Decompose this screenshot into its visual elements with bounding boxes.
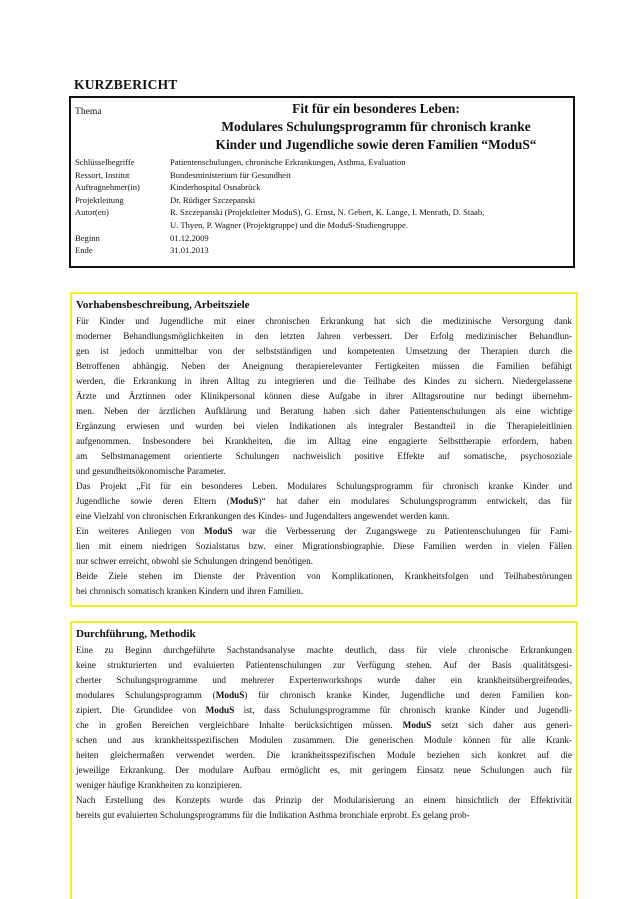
info-row	[75, 232, 569, 245]
info-label: Ende	[75, 245, 93, 256]
text-line: Das Projekt „Fit für ein besonderes Leben. Modulares Schulungsprogramm für chronisch kranke Kinder und	[76, 481, 572, 491]
title-line: Fit für ein besonderes Leben:	[292, 101, 460, 116]
text-line: gen ist jedoch unmittelbar von der selbstständigen und kompetenten Umsetzung der Therapien durch die	[76, 346, 572, 356]
info-value	[170, 232, 569, 245]
text-line: am Selbstmanagement orientierte Schulungen nachweislich positive Effekte auf somatische, psychosoziale	[76, 451, 572, 461]
section-vorhabensbeschreibung	[70, 292, 578, 607]
text-line: heiten gleichermaßen verwendet werden. Die krankheitsspezifischen Module beziehen sich konkret auf die	[76, 750, 572, 760]
info-value	[170, 181, 569, 194]
info-value-line: Patientenschulungen, chronische Erkrankungen, Asthma, Evaluation	[170, 157, 406, 167]
text-line: cherter Schulungsprogramme und mehrerer Expertenworkshops wurde daher ein krankheitsübergreifendes,	[76, 675, 572, 685]
text-line: werden, die Erkrankung in ihren Alltag zu integrieren und die Teilhabe des Kindes zu sichern. Niedergelassene	[76, 376, 572, 386]
text-line: modulares Schulungsprogramm (ModuS) für chronisch kranke Kinder, Jugendliche und deren Familien kon-	[76, 690, 573, 700]
text-line: bei chronisch somatisch kranken Kindern und ihren Familien.	[76, 586, 304, 596]
text-line: schen und aus krankheitsspezifischen Modulen zusammen. Die generischen Module können für alle Krank-	[76, 735, 572, 745]
info-row	[75, 206, 569, 231]
info-label: Auftragnehmer(in)	[75, 182, 140, 193]
info-value-line: 01.12.2009	[170, 232, 209, 243]
section-title: Vorhabensbeschreibung, Arbeitsziele	[76, 299, 250, 311]
text-line: und gesundheitsökonomische Parameter.	[76, 466, 226, 476]
text-line: Ärzte und Ärztinnen oder Klinikpersonal können diese Aufgabe in ihrer Alltagsroutine nur bedingt übernehm-	[76, 391, 572, 401]
text-line: Ergänzung erwiesen und wurden bei vielen Indikationen als integraler Bestandteil in die Therapieleitlinien	[76, 421, 572, 431]
info-value-line: Dr. Rüdiger Szczepanski	[170, 194, 256, 205]
info-value-line: U. Thyen, P. Wagner (Projektgruppe) und die ModuS-Studiengruppe.	[170, 219, 408, 230]
info-row	[75, 156, 569, 169]
text-line: Nach Erstellung des Konzepts wurde das Prinzip der Modularisierung an einem hinsichtlich der Effektivität	[76, 795, 572, 805]
info-value	[170, 156, 569, 169]
info-row	[75, 169, 569, 182]
info-value-line: 31.01.2013	[170, 245, 209, 256]
text-line: weniger häufige Krankheiten zu konzipieren.	[76, 780, 243, 790]
text-line: jeweilige Erkrankung. Der modulare Aufbau ermöglicht es, mit geringem Einsatz neue Schulungen auch für	[76, 765, 572, 775]
text-line: che in großen Bereichen vergleichbare Inhalte berücksichtigen müssen. ModuS setzt sich daher aus generi-	[76, 720, 572, 730]
text-line: zipiert. Die Grundidee von ModuS ist, dass Schulungsprogramme für chronisch kranke Kinder und Jugendli-	[76, 705, 572, 715]
info-row	[75, 194, 569, 207]
text-line: Eine zu Beginn durchgeführte Sachstandsanalyse machte deutlich, dass für viele chronische Erkrankungen	[76, 645, 572, 655]
info-rows	[75, 156, 569, 257]
project-title	[181, 100, 571, 154]
section-title: Durchführung, Methodik	[76, 628, 196, 640]
text-line: Betroffenen abhängig. Neben der Aneignung therapierelevanter Fertigkeiten müssen die Familien befähigt	[76, 361, 572, 371]
info-label: Projektleitung	[75, 194, 124, 205]
thema-label: Thema	[75, 106, 102, 117]
info-value-line: Kinderhospital Osnabrück	[170, 182, 261, 193]
info-label: Schlüsselbegriffe	[75, 157, 135, 167]
project-info-box	[69, 96, 575, 268]
info-row	[75, 181, 569, 194]
text-line: keine strukturierten und evaluierten Patientenschulungen zur Verfügung stehen. Auf der Basis qualitätsgesi-	[76, 660, 572, 670]
section-body	[76, 643, 572, 823]
info-value	[170, 206, 569, 231]
title-line: Modulares Schulungsprogramm für chronisch kranke	[221, 119, 531, 134]
info-value	[170, 244, 569, 257]
text-line: aufgenommen. Insbesondere bei Krankheiten, die im Alltag eine engagierte Selbsttherapie erfordern, haben	[76, 436, 572, 446]
text-line: lien mit einem niedrigen Sozialstatus bzw. einer Migrationsbiographie. Diese Familien werden in vielen Fällen	[76, 541, 572, 551]
text-line: Für Kinder und Jugendliche mit einer chronischen Erkrankung hat sich die medizinische Versorgung dank	[76, 316, 572, 326]
text-line: moderner Behandlungsmöglichkeiten in den letzten Jahren verbessert. Der Erfolg medizinischer Behandlun-	[76, 331, 572, 341]
info-value	[170, 169, 569, 182]
text-line: Ein weiteres Anliegen von ModuS war die Verbesserung der Zugangswege zu Patientenschulungen für Fami-	[76, 526, 572, 536]
info-value-line: Bundesministerium für Gesundheit	[170, 169, 291, 180]
section-body	[76, 314, 572, 599]
text-line: eine Vielzahl von chronischen Erkrankungen des Kindes- und Jugendalters angewendet werden kann.	[76, 511, 450, 521]
title-line: Kinder und Jugendliche sowie deren Familien “ModuS“	[215, 137, 537, 152]
info-value-line: R. Szczepanski (Projektleiter ModuS), G. Ernst, N. Gebert, K. Lange, I. Menrath, D. Staab,	[170, 207, 485, 218]
text-line: bereits gut evaluierten Schulungsprogramms für die Indikation Asthma bronchiale erprobt. Es gelang prob-	[76, 810, 470, 820]
text-line: nur schwer erreicht, obwohl sie Schulungen dringend benötigen.	[76, 556, 314, 566]
info-label: Autor(en)	[75, 207, 109, 218]
info-label: Ressort, Institut	[75, 169, 130, 180]
text-line: men. Neben der ärztlichen Aufklärung und Beratung haben sich daher Patientenschulungen als eine wichtige	[76, 406, 572, 416]
info-label: Beginn	[75, 232, 100, 243]
text-line: Beide Ziele stehen im Dienste der Prävention von Komplikationen, Krankheitsfolgen und Teilhabestörungen	[76, 571, 572, 581]
info-row	[75, 244, 569, 257]
info-value	[170, 194, 569, 207]
section-durchfuehrung	[70, 621, 578, 899]
text-line: Jugendliche sowie deren Eltern (ModuS)“ hat daher ein modulares Schulungsprogramm entwickelt, das für	[76, 496, 572, 506]
report-heading: KURZBERICHT	[74, 77, 178, 92]
